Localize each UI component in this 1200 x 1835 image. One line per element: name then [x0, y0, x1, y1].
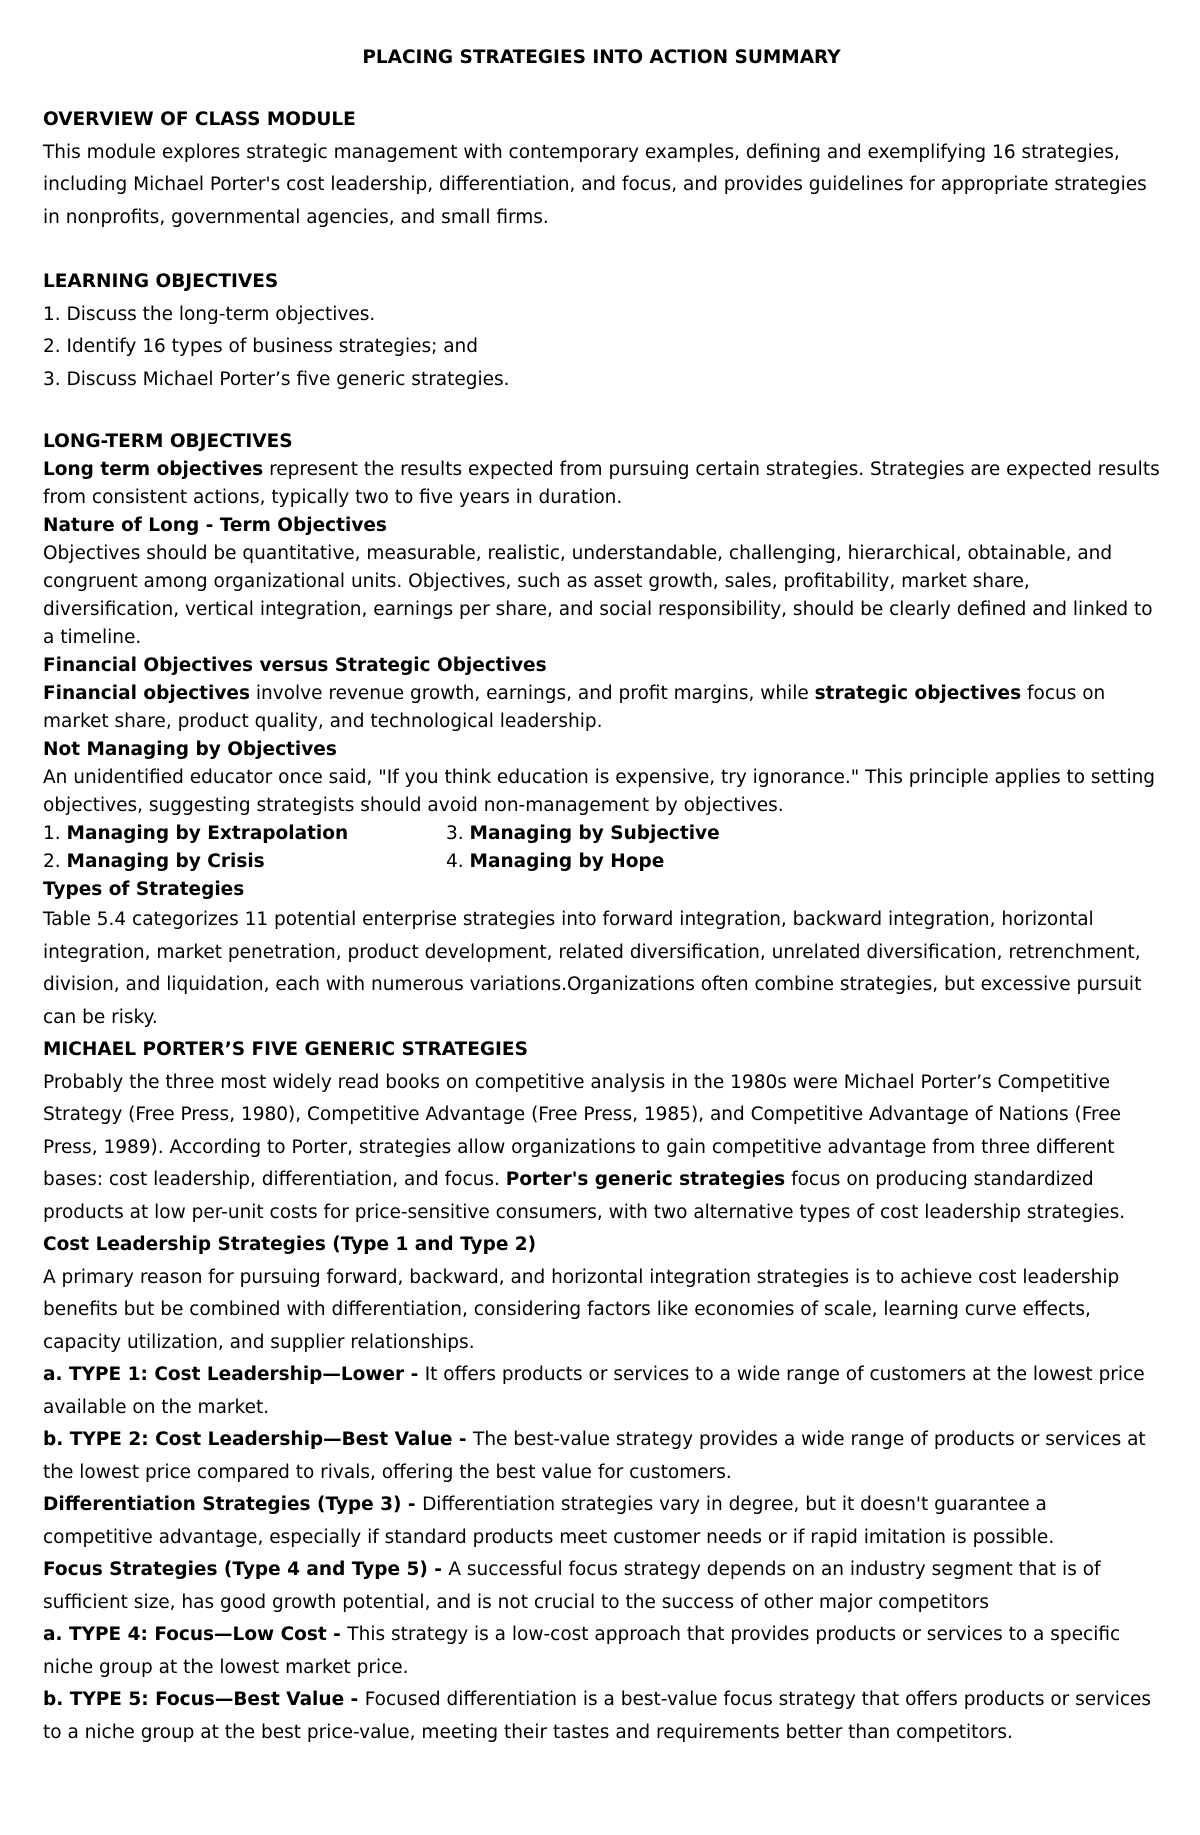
- managing-row: [43, 848, 1160, 876]
- document-title: PLACING STRATEGIES INTO ACTION SUMMARY: [362, 47, 841, 68]
- porter-text-1: Probably the three most widely read books on competitive analysis in the 1980s were Michael Porter’s Competitive Strategy (Free Press, 1980), Competitive Advantage (Free Press, 1985), and Competitive Advantage of Nations (Free Press, 1989). According to Porter, strategies allow organizations to gain competitive advantage from three different bases: cost leadership, differentiation, and focus.: [43, 1071, 1122, 1190]
- porter-text-2: focus on producing standardized products at low per-unit costs for price-sensitive consumers, with two alternative types of cost leadership strategies.: [43, 1169, 1126, 1223]
- differentiation-label: Differentiation Strategies (Type 3) -: [43, 1494, 423, 1515]
- porter-section: [43, 1034, 1160, 1749]
- long-term-objectives-section: [43, 428, 1160, 904]
- financial-text: [43, 680, 1160, 736]
- financial-bold-2: strategic objectives: [814, 683, 1022, 704]
- financial-text-2: focus on market share, product quality, and technological leadership.: [43, 683, 1106, 732]
- long-term-intro-bold: Long term objectives: [43, 459, 264, 480]
- managing-item-number: 4.: [446, 851, 470, 872]
- managing-item-label: Managing by Crisis: [66, 851, 265, 872]
- financial-bold-1: Financial objectives: [43, 683, 250, 704]
- type-1-paragraph: [43, 1359, 1160, 1424]
- types-heading: Types of Strategies: [43, 879, 245, 900]
- section-gap: [43, 234, 1160, 266]
- differentiation-text: Differentiation strategies vary in degree, but it doesn't guarantee a competitive advantage, especially if standard products meet customer needs or if rapid imitation is possible.: [43, 1494, 1055, 1548]
- porter-heading: MICHAEL PORTER’S FIVE GENERIC STRATEGIES: [43, 1039, 528, 1060]
- managing-item-label: Managing by Subjective: [469, 823, 720, 844]
- managing-item-number: 3.: [446, 823, 470, 844]
- porter-text: [43, 1067, 1160, 1230]
- managing-row: [43, 820, 1160, 848]
- learning-objectives-section: [43, 266, 1160, 396]
- focus-text: A successful focus strategy depends on an industry segment that is of sufficient size, has good growth potential, and is not crucial to the success of other major competitors: [43, 1559, 1101, 1613]
- cost-leadership-heading: Cost Leadership Strategies (Type 1 and Type 2): [43, 1234, 537, 1255]
- managing-item-label: Managing by Hope: [469, 851, 665, 872]
- learning-objective-item: 1. Discuss the long-term objectives.: [43, 303, 376, 325]
- managing-item-number: 2.: [43, 851, 67, 872]
- types-text: Table 5.4 categorizes 11 potential enterprise strategies into forward integration, backward integration, horizontal integration, market penetration, product development, related diversification, unrelated diversification, retrenchment, division, and liquidation, each with numerous variations.Organizations often combine strategies, but excessive pursuit can be risky.: [43, 909, 1142, 1028]
- managing-item-label: Managing by Extrapolation: [66, 823, 349, 844]
- financial-heading: Financial Objectives versus Strategic Objectives: [43, 655, 547, 676]
- type-4-label: a. TYPE 4: Focus—Low Cost -: [43, 1624, 348, 1645]
- financial-text-1: involve revenue growth, earnings, and profit margins, while: [250, 683, 815, 704]
- learning-objective-item: 2. Identify 16 types of business strategies; and: [43, 336, 479, 357]
- overview-text: This module explores strategic management with contemporary examples, defining and exemplifying 16 strategies, including Michael Porter's cost leadership, differentiation, and focus, and provides guidelines for appropriate strategies in nonprofits, governmental agencies, and small firms.: [43, 141, 1147, 228]
- managing-item: [43, 820, 446, 848]
- overview-heading: OVERVIEW OF CLASS MODULE: [43, 109, 356, 130]
- section-gap: [43, 396, 1160, 428]
- type-5-label: b. TYPE 5: Focus—Best Value -: [43, 1689, 365, 1710]
- type-4-text: This strategy is a low-cost approach that provides products or services to a specific niche group at the lowest market price.: [43, 1624, 1121, 1678]
- focus-paragraph: [43, 1554, 1160, 1619]
- learning-objective-item: 3. Discuss Michael Porter’s five generic strategies.: [43, 368, 510, 390]
- differentiation-paragraph: [43, 1489, 1160, 1554]
- nature-text: Objectives should be quantitative, measurable, realistic, understandable, challenging, hierarchical, obtainable, and congruent among organizational units. Objectives, such as asset growth, sales, profitability, market share, diversification, vertical integration, earnings per share, and social responsibility, should be clearly defined and linked to a timeline.: [43, 543, 1153, 648]
- long-term-intro: [43, 456, 1160, 512]
- learning-objectives-heading: LEARNING OBJECTIVES: [43, 271, 279, 292]
- nature-heading: Nature of Long - Term Objectives: [43, 515, 387, 536]
- type-5-text: Focused differentiation is a best-value focus strategy that offers products or services to a niche group at the best price-value, meeting their tastes and requirements better than competitors.: [43, 1689, 1152, 1743]
- porter-bold: Porter's generic strategies: [505, 1169, 786, 1190]
- long-term-objectives-heading: LONG-TERM OBJECTIVES: [43, 431, 293, 452]
- managing-item-number: 1.: [43, 823, 67, 844]
- overview-section: [43, 104, 1160, 234]
- managing-item: [446, 820, 720, 848]
- type-2-text: The best-value strategy provides a wide range of products or services at the lowest price compared to rivals, offering the best value for customers.: [43, 1429, 1146, 1483]
- focus-label: Focus Strategies (Type 4 and Type 5) -: [43, 1559, 449, 1580]
- type-1-label: a. TYPE 1: Cost Leadership—Lower -: [43, 1364, 425, 1385]
- type-4-paragraph: [43, 1619, 1160, 1684]
- type-1-text: It offers products or services to a wide range of customers at the lowest price available on the market.: [43, 1364, 1145, 1418]
- type-2-label: b. TYPE 2: Cost Leadership—Best Value -: [43, 1429, 474, 1450]
- long-term-intro-text: represent the results expected from pursuing certain strategies. Strategies are expected results from consistent actions, typically two to five years in duration.: [43, 459, 1160, 508]
- cost-leadership-text: A primary reason for pursuing forward, backward, and horizontal integration strategies is to achieve cost leadership benefits but be combined with differentiation, considering factors like economies of scale, learning curve effects, capacity utilization, and supplier relationships.: [43, 1266, 1120, 1353]
- managing-item: [446, 848, 664, 876]
- not-managing-text: An unidentified educator once said, "If you think education is expensive, try ignorance." This principle applies to setting objectives, suggesting strategists should avoid non-management by objectives.: [43, 767, 1156, 816]
- type-5-paragraph: [43, 1684, 1160, 1749]
- type-2-paragraph: [43, 1424, 1160, 1489]
- managing-item: [43, 848, 446, 876]
- not-managing-heading: Not Managing by Objectives: [43, 739, 337, 760]
